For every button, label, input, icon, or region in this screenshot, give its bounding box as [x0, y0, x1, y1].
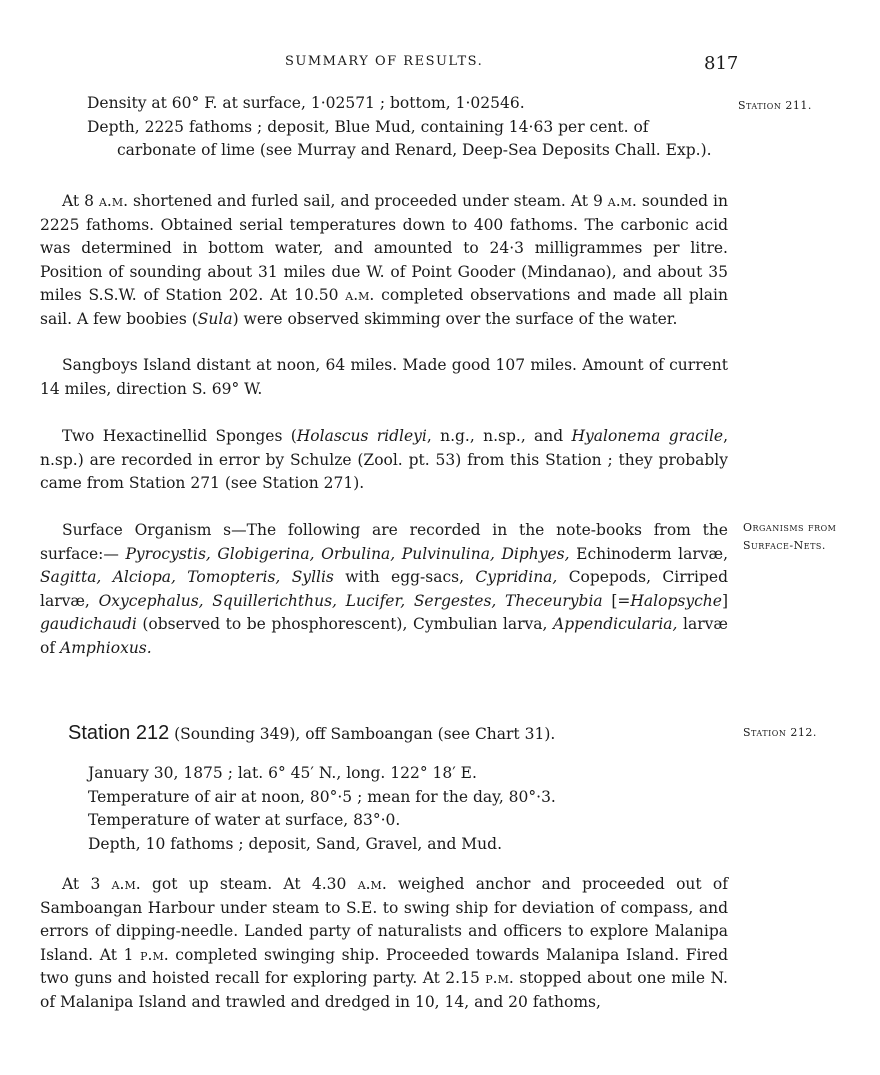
station-212-title: Station 212 (Sounding 349), off Samboangan (see Chart 31). [68, 722, 556, 744]
station-211-narrative: At 8 a.m. shortened and furled sail, and proceeded under steam. At 9 a.m. sounded in 2225 fathoms. Obtained serial temperatures down to 400 fathoms. The carbonic acid was determined in bottom water, and amounted to 24·3 milligrammes per litre. Position of sounding about 31 miles due W. of Point Gooder (Mindanao), and about 35 miles S.S.W. of Station 202. At 10.50 a.m. completed observations and made all plain sail. A few boobies (Sula) were observed skimming over the surface of the water. [40, 192, 728, 328]
station-212-conditions [88, 762, 728, 856]
surface-organisms-paragraph: Surface Organism s—The following are recorded in the note-books from the surface:— Pyrocystis, Globigerina, Orbulina, Pulvinulina, Diphyes, Echinoderm larvæ, Sagitta, Alciopa, Tomopteris, Syllis with egg-sacs, Cypridina, Copepods, Cirriped larvæ, Oxycephalus, Squillerichthus, Lucifer, Sergestes, Theceurybia [=Halopsyche] gaudichaudi (observed to be phosphorescent), Cymbulian larva, Appendicularia, larvæ of Amphioxus. [40, 521, 728, 657]
air-temp-line: Temperature of air at noon, 80°·5 ; mean for the day, 80°·3. [88, 787, 556, 806]
station-212-narrative: At 3 a.m. got up steam. At 4.30 a.m. weighed anchor and proceeded out of Samboangan Harbour under steam to S.E. to swing ship for deviation of compass, and errors of dipping-needle. Landed party of naturalists and officers to explore Malanipa Island. At 1 p.m. completed swinging ship. Proceeded towards Malanipa Island. Fired two guns and hoisted recall for exploring party. At 2.15 p.m. stopped about one mile N. of Malanipa Island and trawled and dredged in 10, 14, and 20 fathoms, [40, 875, 729, 1011]
station-211-noon: Sangboys Island distant at noon, 64 miles. Made good 107 miles. Amount of current 14 miles, direction S. 69° W. [40, 356, 728, 398]
side-label-organisms: Organisms from Surface-Nets. [743, 521, 837, 552]
side-label-station-211: Station 211. [738, 99, 812, 112]
side-label-station-212: Station 212. [743, 726, 817, 739]
density-line: Density at 60° F. at surface, 1·02571 ; bottom, 1·02546. [87, 94, 525, 112]
station-211-conditions [67, 92, 727, 163]
depth-line: Depth, 10 fathoms ; deposit, Sand, Gravel, and Mud. [88, 834, 502, 853]
station-211-sponges-note: Two Hexactinellid Sponges (Holascus ridleyi, n.g., n.sp., and Hyalonema gracile, n.sp.) are recorded in error by Schulze (Zool. pt. 53) from this Station ; they probably came from Station 271 (see Station 271). [40, 427, 729, 492]
page-number: 817 [704, 53, 739, 74]
depth-line: Depth, 2225 fathoms ; deposit, Blue Mud, containing 14·63 per cent. of carbonate of lime (see Murray and Renard, Deep-Sea Deposits Chall. Exp.). [87, 117, 712, 159]
water-temp-line: Temperature of water at surface, 83°·0. [88, 811, 401, 829]
date-line: January 30, 1875 ; lat. 6° 45′ N., long. 122° 18′ E. [88, 764, 477, 782]
surface-organisms-heading: Surface Organism s [62, 521, 232, 539]
running-header: SUMMARY OF RESULTS. [285, 54, 484, 69]
